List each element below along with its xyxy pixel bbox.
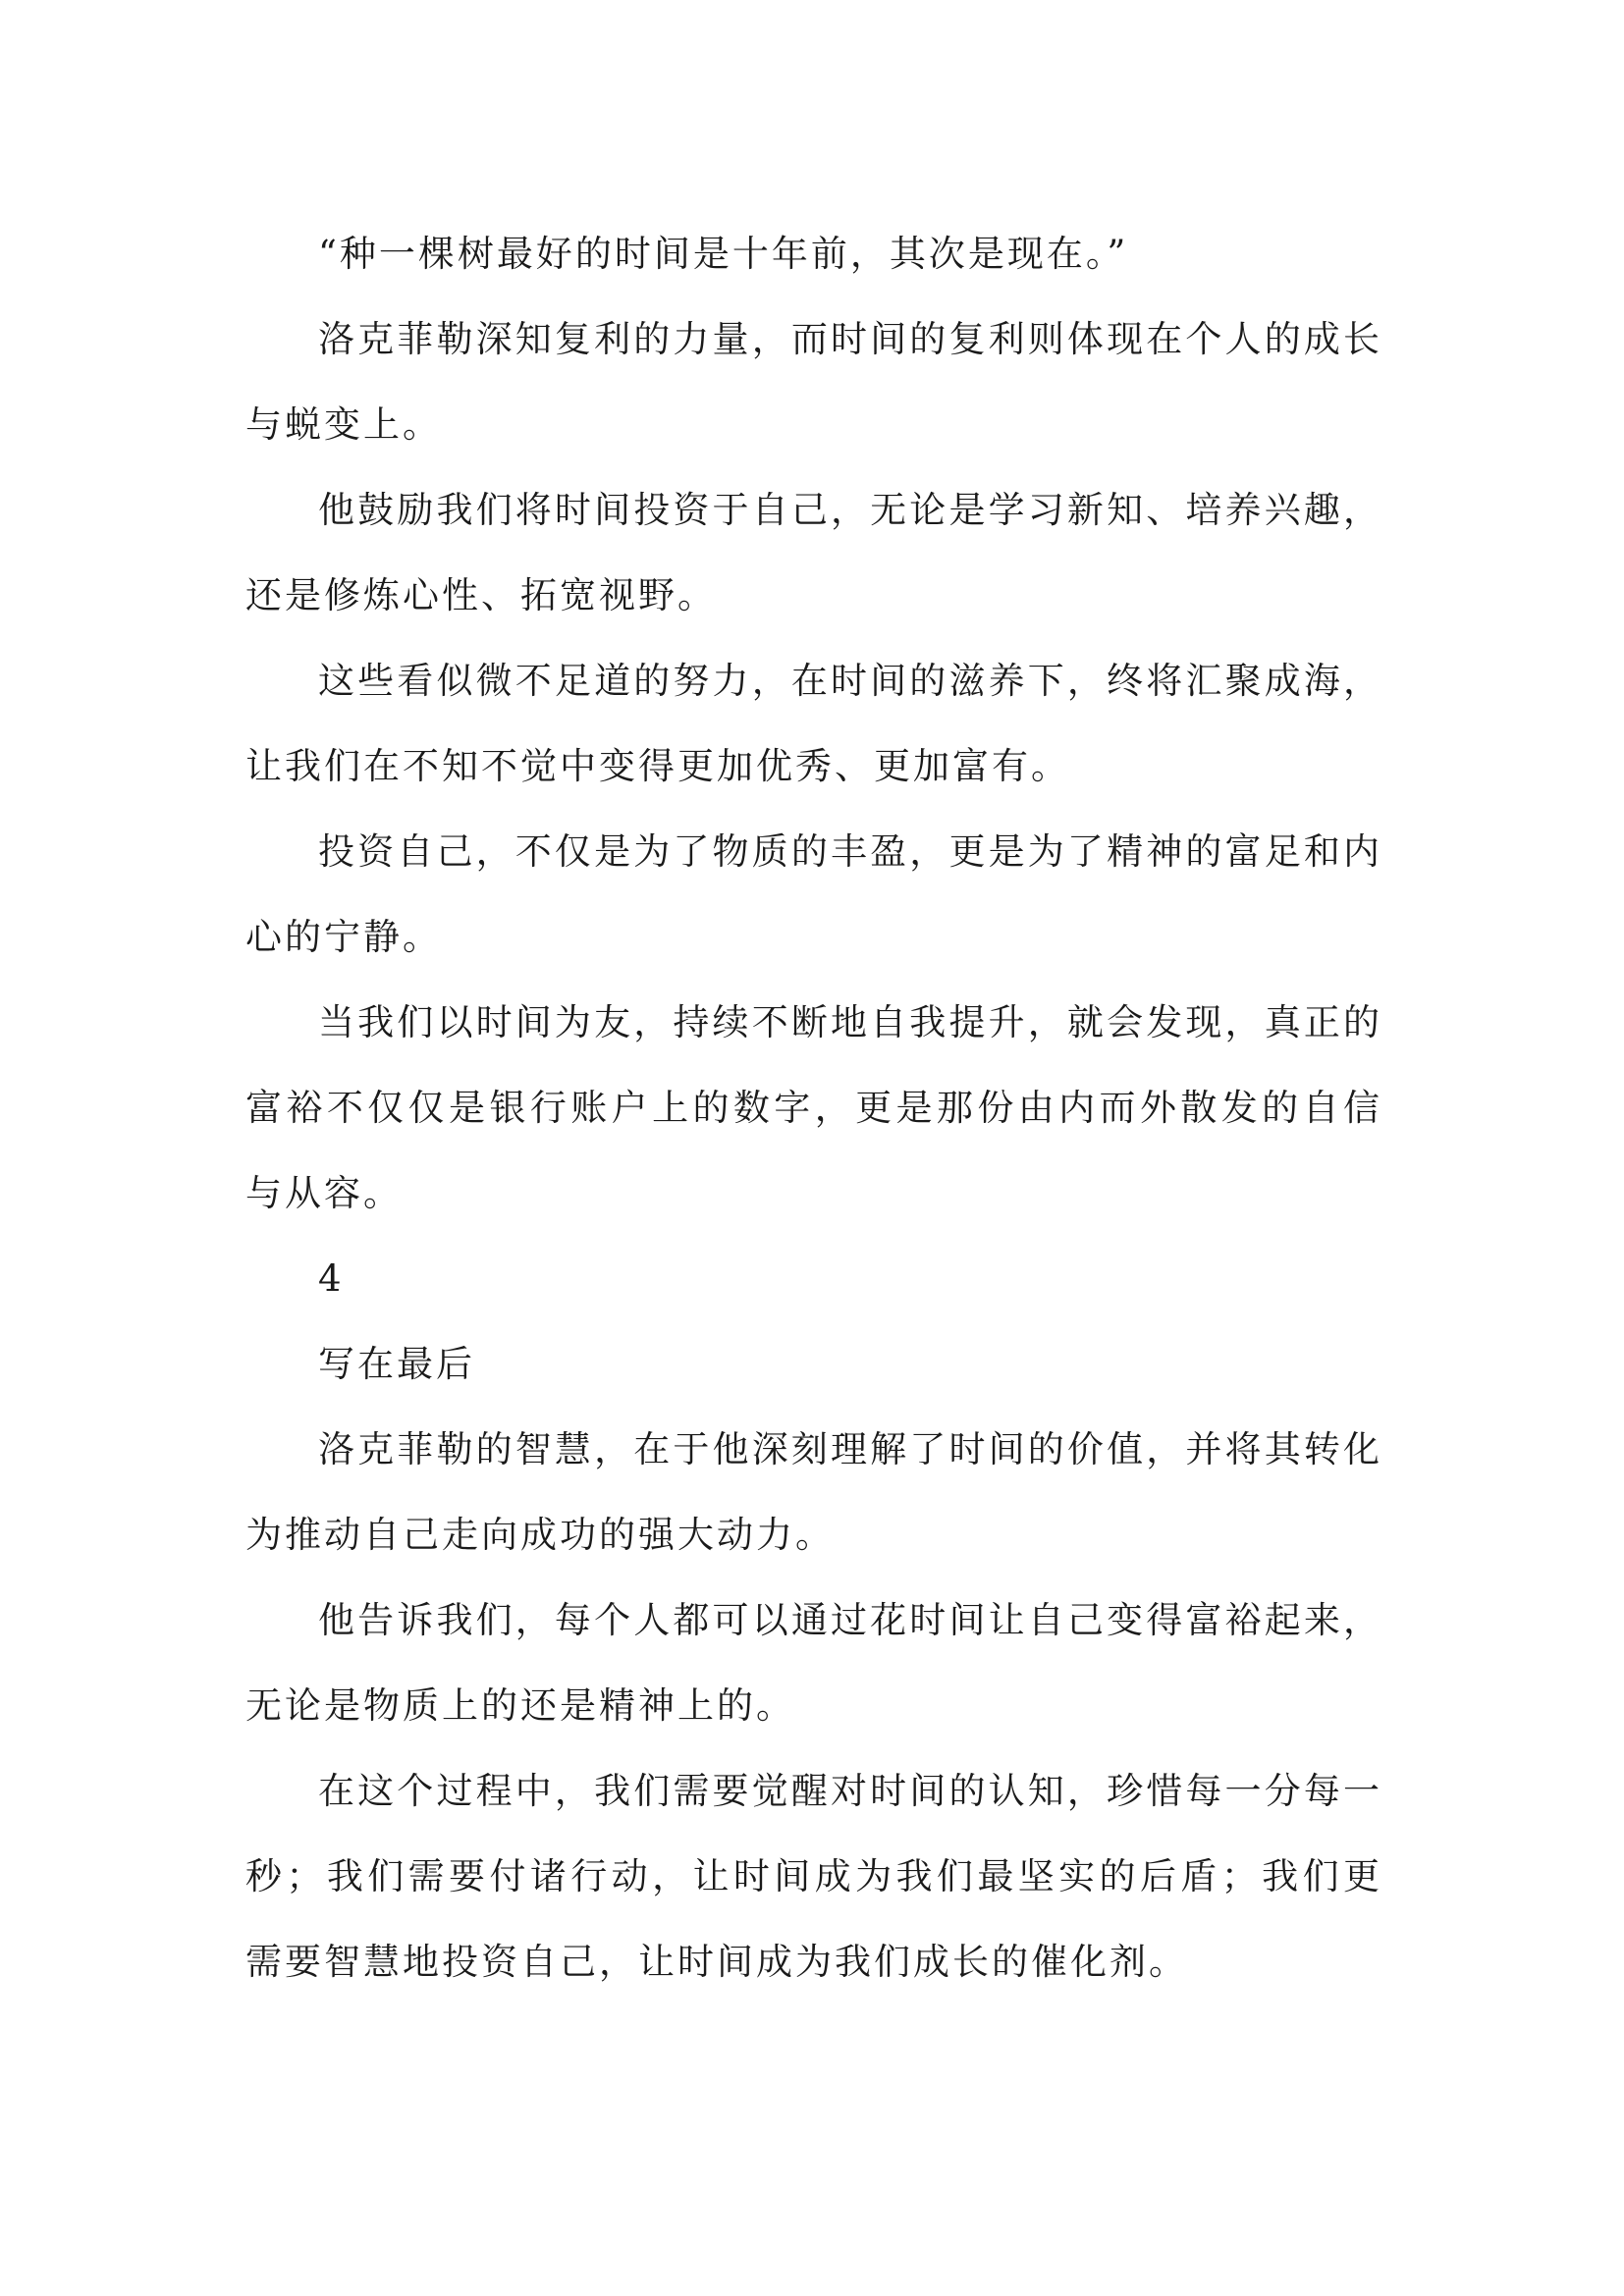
paragraph: 在这个过程中，我们需要觉醒对时间的认知，珍惜每一分每一秒；我们需要付诸行动，让时间成为我们最坚实的后盾；我们更需要智慧地投资自己，让时间成为我们成长的催化剂。 bbox=[245, 1770, 1382, 1983]
section-title: 写在最后 bbox=[318, 1343, 475, 1385]
document-body bbox=[245, 211, 1382, 2004]
paragraph: 洛克菲勒的智慧，在于他深刻理解了时间的价值，并将其转化为推动自己走向成功的强大动力。 bbox=[245, 1428, 1382, 1556]
paragraph: 他鼓励我们将时间投资于自己，无论是学习新知、培养兴趣，还是修炼心性、拓宽视野。 bbox=[245, 489, 1382, 616]
paragraph: 当我们以时间为友，持续不断地自我提升，就会发现，真正的富裕不仅仅是银行账户上的数字，更是那份由内而外散发的自信与从容。 bbox=[245, 1001, 1382, 1214]
paragraph-quote: “种一棵树最好的时间是十年前，其次是现在。” bbox=[318, 233, 1129, 275]
paragraph: 投资自己，不仅是为了物质的丰盈，更是为了精神的富足和内心的宁静。 bbox=[245, 830, 1382, 958]
paragraph: 他告诉我们，每个人都可以通过花时间让自己变得富裕起来，无论是物质上的还是精神上的。 bbox=[245, 1599, 1382, 1727]
paragraph: 这些看似微不足道的努力，在时间的滋养下，终将汇聚成海，让我们在不知不觉中变得更加优秀、更加富有。 bbox=[245, 660, 1382, 787]
paragraph: 洛克菲勒深知复利的力量，而时间的复利则体现在个人的成长与蜕变上。 bbox=[245, 318, 1382, 446]
section-number: 4 bbox=[318, 1257, 345, 1300]
